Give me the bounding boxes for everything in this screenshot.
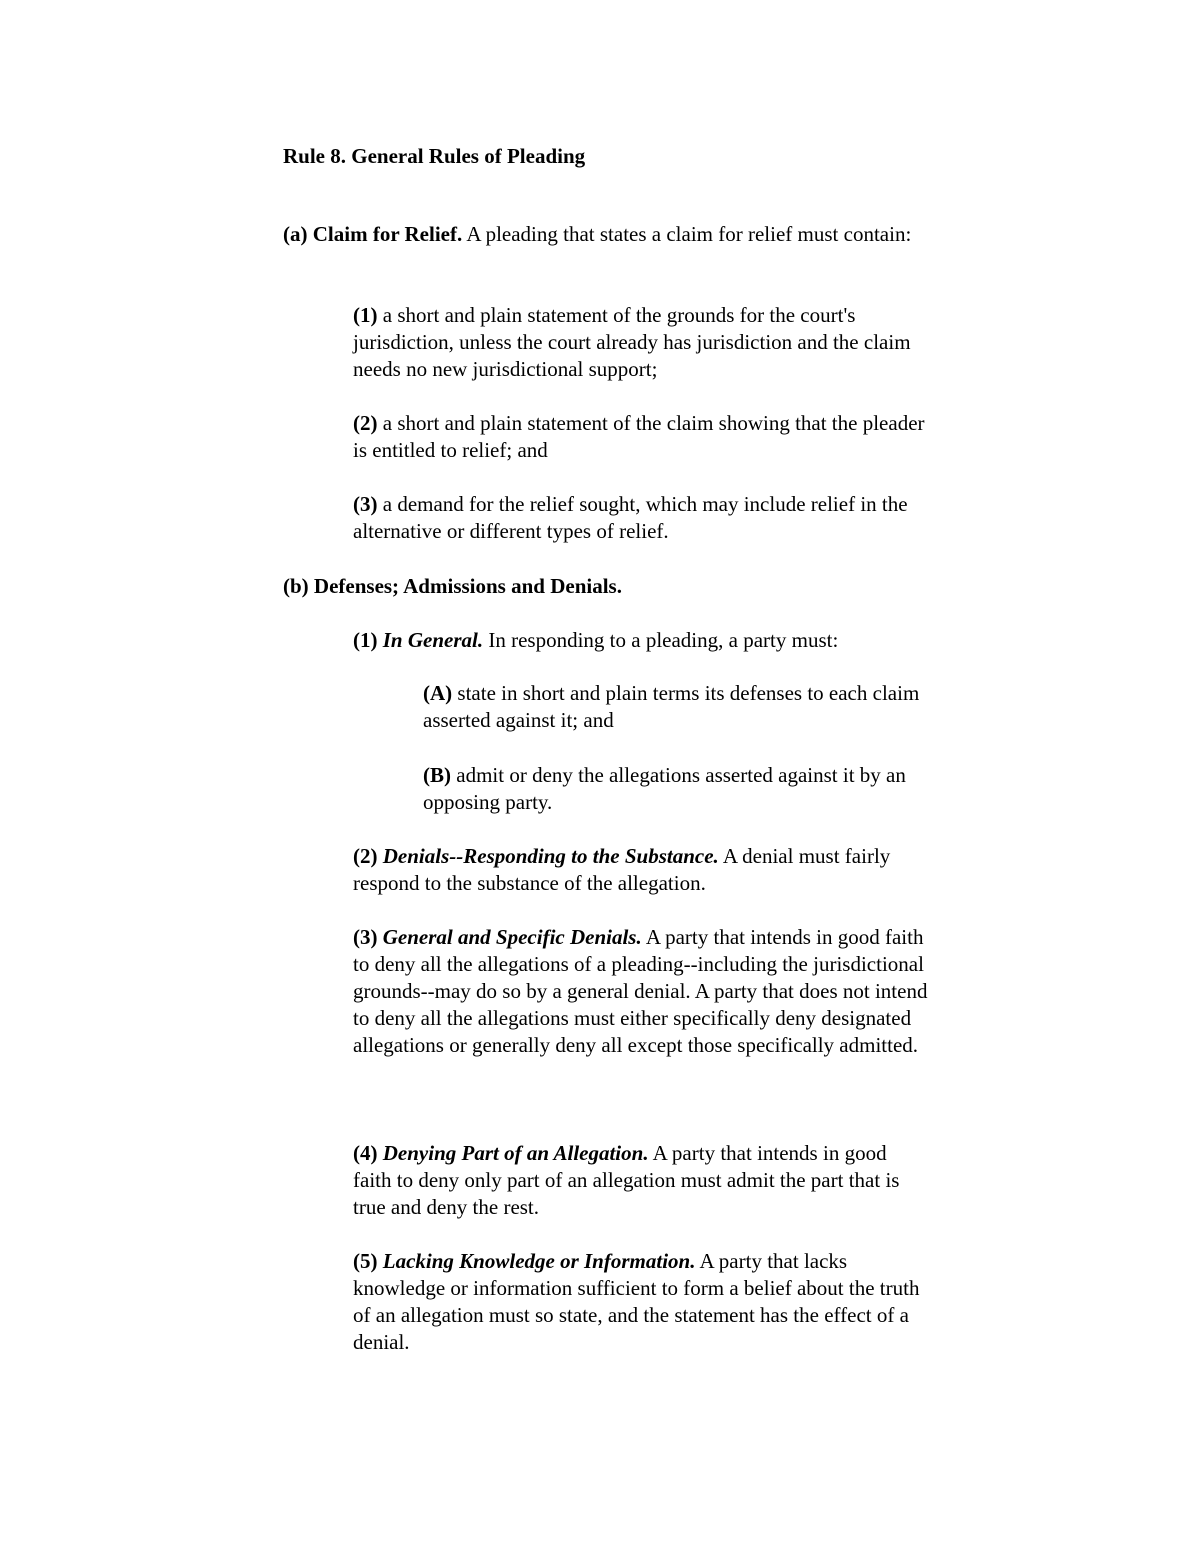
item-text: a short and plain statement of the claim showing that the pleader is entitled to relief; and [353, 411, 925, 462]
item-label: (1) [353, 303, 378, 327]
item-text: a short and plain statement of the grounds for the court's jurisdiction, unless the court already has jurisdiction and the claim needs no new jurisdictional support; [353, 303, 911, 381]
subitem-text: state in short and plain terms its defenses to each claim asserted against it; and [423, 681, 920, 732]
section-b-item-1-sub-a [423, 680, 923, 734]
item-heading: General and Specific Denials. [382, 925, 642, 949]
item-text: A denial must fairly respond to the substance of the allegation. [353, 844, 891, 895]
item-heading: Lacking Knowledge or Information. [382, 1249, 696, 1273]
section-a-heading: Claim for Relief. [312, 222, 463, 246]
section-a-item-3 [353, 491, 928, 545]
section-a [283, 221, 923, 248]
item-heading: In General. [382, 628, 484, 652]
section-a-item-1 [353, 302, 928, 383]
section-a-intro: A pleading that states a claim for relief must contain: [466, 222, 912, 246]
rule-title: Rule 8. General Rules of Pleading [283, 144, 586, 168]
section-b-item-5 [353, 1248, 928, 1356]
item-label: (3) [353, 925, 378, 949]
item-heading: Denying Part of an Allegation. [382, 1141, 649, 1165]
item-label: (5) [353, 1249, 378, 1273]
item-label: (2) [353, 411, 378, 435]
section-b-item-3 [353, 924, 928, 1059]
section-b-item-1-sub-b [423, 762, 923, 816]
section-b-heading: (b) Defenses; Admissions and Denials. [283, 574, 622, 598]
section-b-item-2 [353, 843, 928, 897]
item-label: (1) [353, 628, 378, 652]
item-heading: Denials--Responding to the Substance. [382, 844, 719, 868]
item-text: A party that intends in good faith to deny only part of an allegation must admit the part that is true and deny the rest. [353, 1141, 900, 1219]
item-label: (3) [353, 492, 378, 516]
item-text: a demand for the relief sought, which may include relief in the alternative or different types of relief. [353, 492, 908, 543]
item-label: (4) [353, 1141, 378, 1165]
subitem-label: (B) [423, 763, 451, 787]
section-a-item-2 [353, 410, 928, 464]
item-text: In responding to a pleading, a party must: [488, 628, 839, 652]
section-b-item-1 [353, 627, 928, 654]
item-text: A party that lacks knowledge or information sufficient to form a belief about the truth of an allegation must so state, and the statement has the effect of a denial. [353, 1249, 920, 1354]
subitem-label: (A) [423, 681, 453, 705]
item-text: A party that intends in good faith to deny all the allegations of a pleading--including the jurisdictional grounds--may do so by a general denial. A party that does not intend to deny all the allegations must either specifically deny designated allegations or generally deny all except those specifically admitted. [353, 925, 928, 1057]
section-a-label: (a) [283, 222, 308, 246]
subitem-text: admit or deny the allegations asserted against it by an opposing party. [423, 763, 906, 814]
section-b-item-4 [353, 1140, 928, 1221]
item-label: (2) [353, 844, 378, 868]
